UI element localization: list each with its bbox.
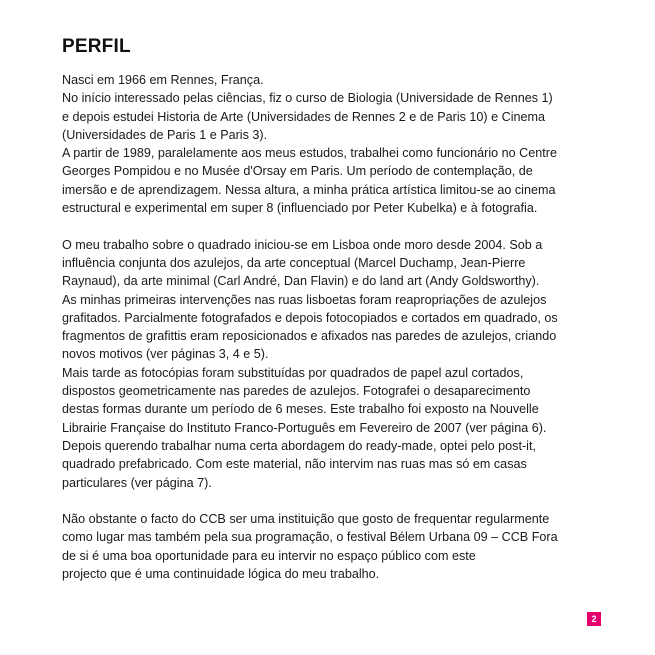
text-line: As minhas primeiras intervenções nas ruas lisboetas foram reapropriações de azulejos: [62, 292, 547, 307]
text-line: de si é uma boa oportunidade para eu intervir no espaço público com este: [62, 548, 476, 563]
text-line: A partir de 1989, paralelamente aos meus estudos, trabalhei como funcionário no Centre: [62, 146, 557, 161]
text-line: grafitados. Parcialmente fotografados e depois fotocopiados e cortados em quadrado, os: [62, 310, 558, 325]
text-line: estructural e experimental em super 8 (influenciado por Peter Kubelka) e à fotografia.: [62, 201, 538, 216]
text-line: particulares (ver página 7).: [62, 475, 212, 490]
text-line: fragmentos de grafittis eram reposicionados e afixados nas paredes de azulejos, criando: [62, 329, 557, 344]
text-line: como lugar mas também pela sua programação, o festival Bélem Urbana 09 – CCB Fora: [62, 530, 558, 545]
text-line: Mais tarde as fotocópias foram substituídas por quadrados de papel azul cortados,: [62, 365, 524, 380]
text-line: Georges Pompidou e no Musée d'Orsay em Paris. Um período de contemplação, de: [62, 164, 533, 179]
paragraph-1: [62, 71, 602, 217]
text-line: quadrado prefabricado. Com este material, não intervim nas ruas mas só em casas: [62, 457, 527, 472]
text-line: e depois estudei Historia de Arte (Universidades de Rennes 2 e de Paris 10) e Cinema: [62, 109, 546, 124]
text-line: No início interessado pelas ciências, fiz o curso de Biologia (Universidade de Rennes 1): [62, 91, 553, 106]
text-line: projecto que é uma continuidade lógica do meu trabalho.: [62, 567, 380, 582]
text-line: dispostos geometricamente nas paredes de azulejos. Fotografei o desaparecimento: [62, 384, 531, 399]
text-line: novos motivos (ver páginas 3, 4 e 5).: [62, 347, 269, 362]
text-line: Raynaud), da arte minimal (Carl André, Dan Flavin) e do land art (Andy Goldsworthy).: [62, 274, 540, 289]
page-title: PERFIL: [62, 36, 131, 57]
text-line: O meu trabalho sobre o quadrado iniciou-se em Lisboa onde moro desde 2004. Sob a: [62, 237, 543, 252]
page-number-badge: 2: [587, 612, 601, 626]
text-line: influência conjunta dos azulejos, da arte conceptual (Marcel Duchamp, Jean-Pierre: [62, 255, 526, 270]
text-line: Depois querendo trabalhar numa certa abordagem do ready-made, optei pelo post-it,: [62, 438, 536, 453]
text-line: imersão e de aprendizagem. Nessa altura, a minha prática artística limitou-se ao cinema: [62, 182, 556, 197]
text-line: Librairie Française do Instituto Franco-Português em Fevereiro de 2007 (ver página 6).: [62, 420, 547, 435]
text-line: Não obstante o facto do CCB ser uma instituição que gosto de frequentar regularmente: [62, 512, 550, 527]
text-line: (Universidades de Paris 1 e Paris 3).: [62, 127, 268, 142]
paragraph-3: [62, 510, 602, 583]
body-text: [62, 71, 602, 602]
text-line: destas formas durante um período de 6 meses. Este trabalho foi exposto na Nouvelle: [62, 402, 539, 417]
paragraph-2: [62, 236, 602, 492]
text-line: Nasci em 1966 em Rennes, França.: [62, 73, 264, 87]
